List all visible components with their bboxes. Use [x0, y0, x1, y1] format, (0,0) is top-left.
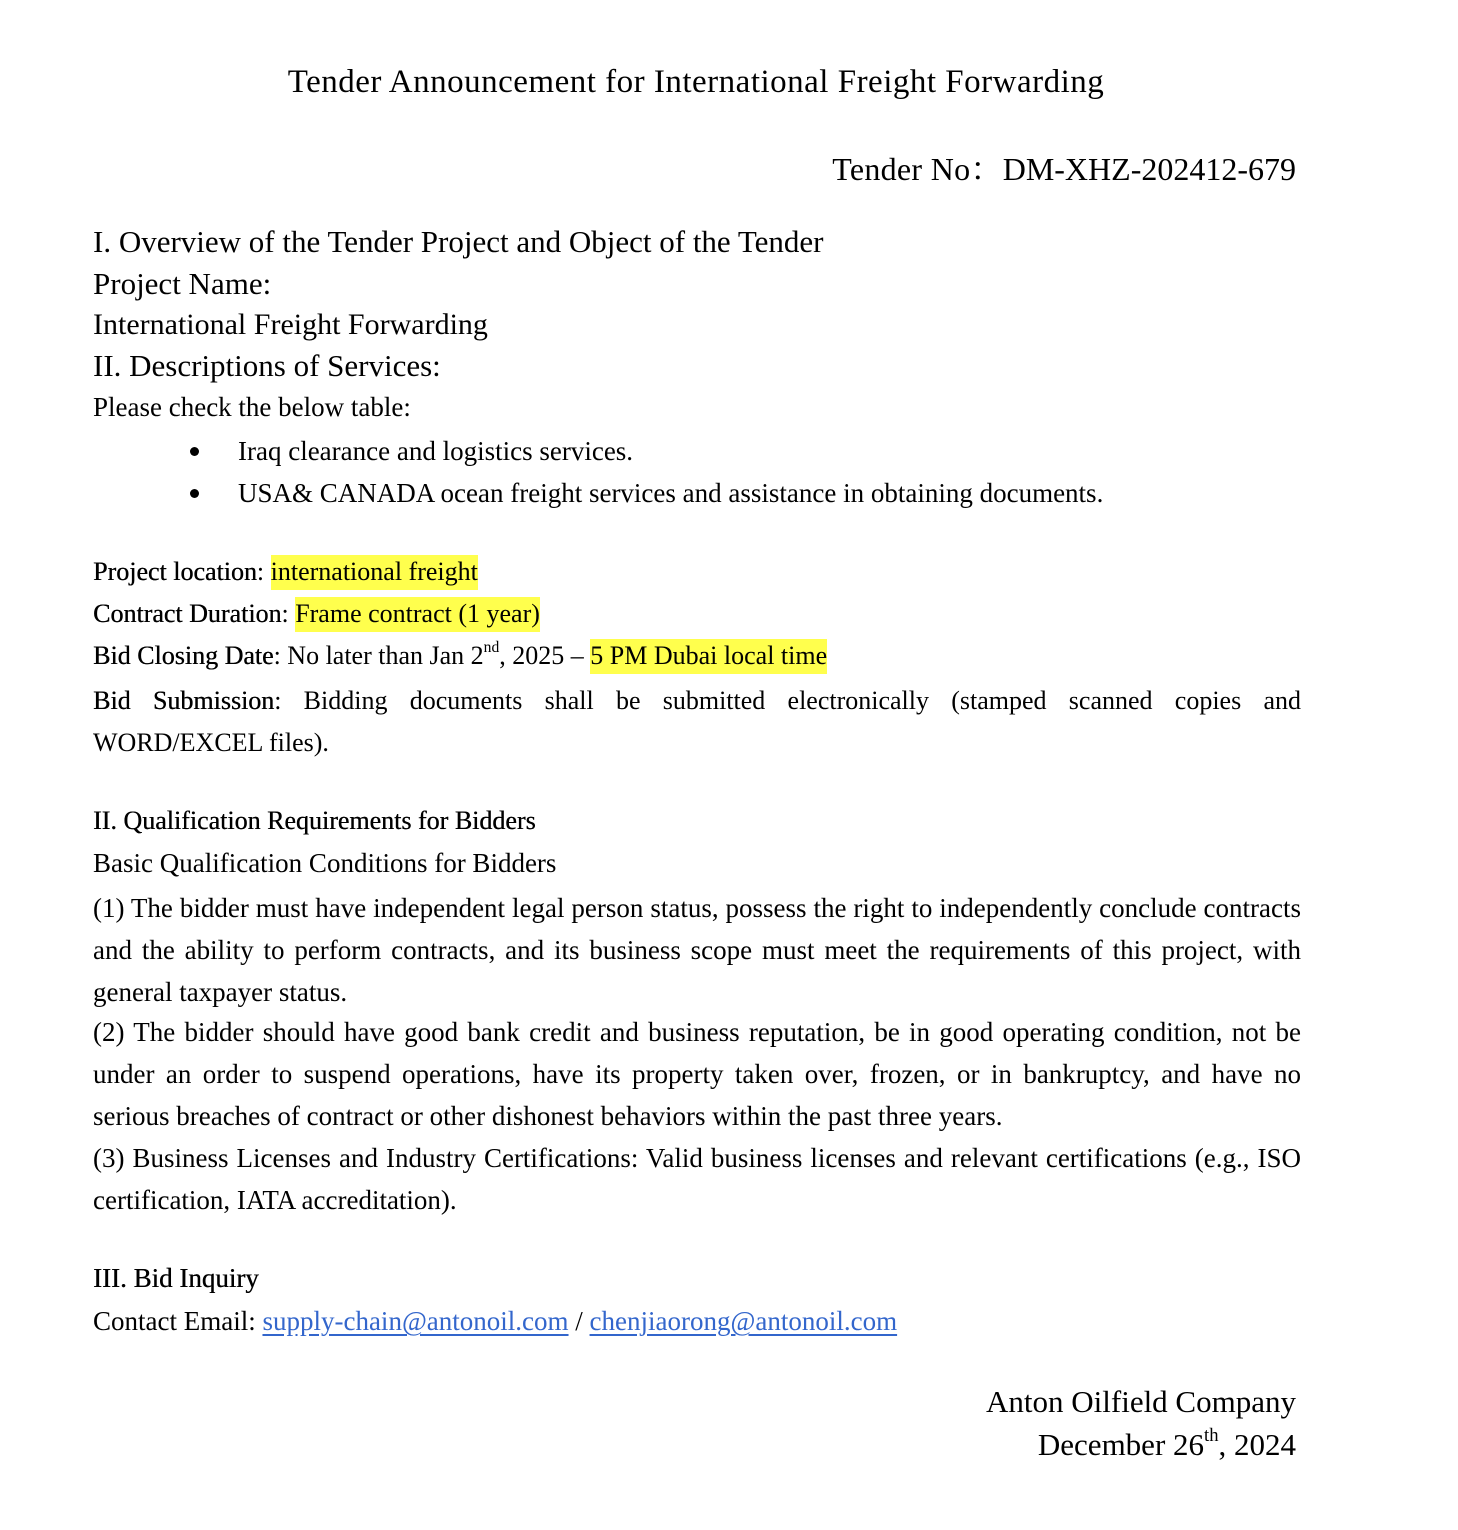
services-intro: Please check the below table:: [93, 392, 411, 422]
services-list: [180, 432, 1103, 516]
project-location-label: Project location: [93, 557, 257, 586]
section2-heading: II. Descriptions of Services:: [93, 348, 441, 383]
tender-number-label: Tender No：: [832, 151, 1003, 187]
section1-heading: I. Overview of the Tender Project and Object of the Tender: [93, 224, 824, 259]
bid-closing-sup: nd: [483, 639, 500, 657]
list-item: USA& CANADA ocean freight services and assistance in obtaining documents.: [180, 474, 1103, 516]
contract-duration-line: Contract Duration: Frame contract (1 year): [93, 599, 540, 629]
bid-closing-label: Bid Closing Date: [93, 641, 274, 670]
contract-duration-value: Frame contract (1 year): [295, 597, 540, 632]
signature-date: December 26th, 2024: [1037, 1424, 1296, 1462]
qualification-subheading: Basic Qualification Conditions for Bidders: [93, 848, 557, 878]
signature-block: [986, 1380, 1296, 1466]
email-separator: /: [568, 1306, 590, 1336]
bid-inquiry-heading: III. Bid Inquiry: [93, 1263, 259, 1293]
bullet-icon: [190, 447, 199, 456]
tender-number-value: DM-XHZ-202412-679: [1002, 151, 1296, 187]
bid-closing-text: : No later than Jan 2: [273, 641, 484, 670]
contract-duration-label: Contract Duration: [93, 599, 282, 628]
list-item: Iraq clearance and logistics services.: [180, 432, 1103, 474]
project-location-value: international freight: [271, 555, 478, 590]
contact-email-line: [93, 1306, 897, 1337]
bid-submission-label: Bid Submission: [93, 686, 275, 715]
email-link-chenjiaorong[interactable]: chenjiaorong@antonoil.com: [589, 1306, 898, 1336]
qualification-item-3: (3) Business Licenses and Industry Certifications: Valid business licenses and relevant certifications (e.g., ISO certification, IATA accreditation).: [93, 1143, 1301, 1215]
bid-submission-text: : Bidding documents shall be submitted electronically (stamped scanned copies and WORD/EXCEL files).: [93, 686, 1301, 757]
bid-closing-highlight: 5 PM Dubai local time: [590, 639, 827, 674]
company-name: Anton Oilfield Company: [986, 1384, 1296, 1419]
qualification-item-2: (2) The bidder should have good bank credit and business reputation, be in good operating condition, not be under an order to suspend operations, have its property taken over, frozen, or in bankruptcy, and have no serious breaches of contract or other dishonest behaviors within the past three years.: [93, 1017, 1301, 1131]
bid-closing-line: [93, 641, 827, 671]
contact-email-label: Contact Email:: [93, 1306, 263, 1336]
document-title: Tender Announcement for International Freight Forwarding: [287, 64, 1105, 100]
bid-closing-text-b: , 2025 –: [499, 641, 591, 670]
qualification-item-1: (1) The bidder must have independent legal person status, possess the right to independently conclude contracts and the ability to perform contracts, and its business scope must meet the requirements of this project, with general taxpayer status.: [93, 893, 1301, 1007]
qualification-heading: II. Qualification Requirements for Bidders: [93, 806, 536, 835]
project-name-label: Project Name:: [93, 266, 272, 301]
email-link-supply-chain[interactable]: supply-chain@antonoil.com: [262, 1306, 569, 1336]
tender-number: [832, 144, 1296, 190]
bid-submission-paragraph: [93, 680, 1301, 764]
project-location-line: Project location: international freight: [93, 557, 478, 587]
bullet-icon: [190, 489, 199, 498]
project-name-value: International Freight Forwarding: [93, 308, 488, 341]
